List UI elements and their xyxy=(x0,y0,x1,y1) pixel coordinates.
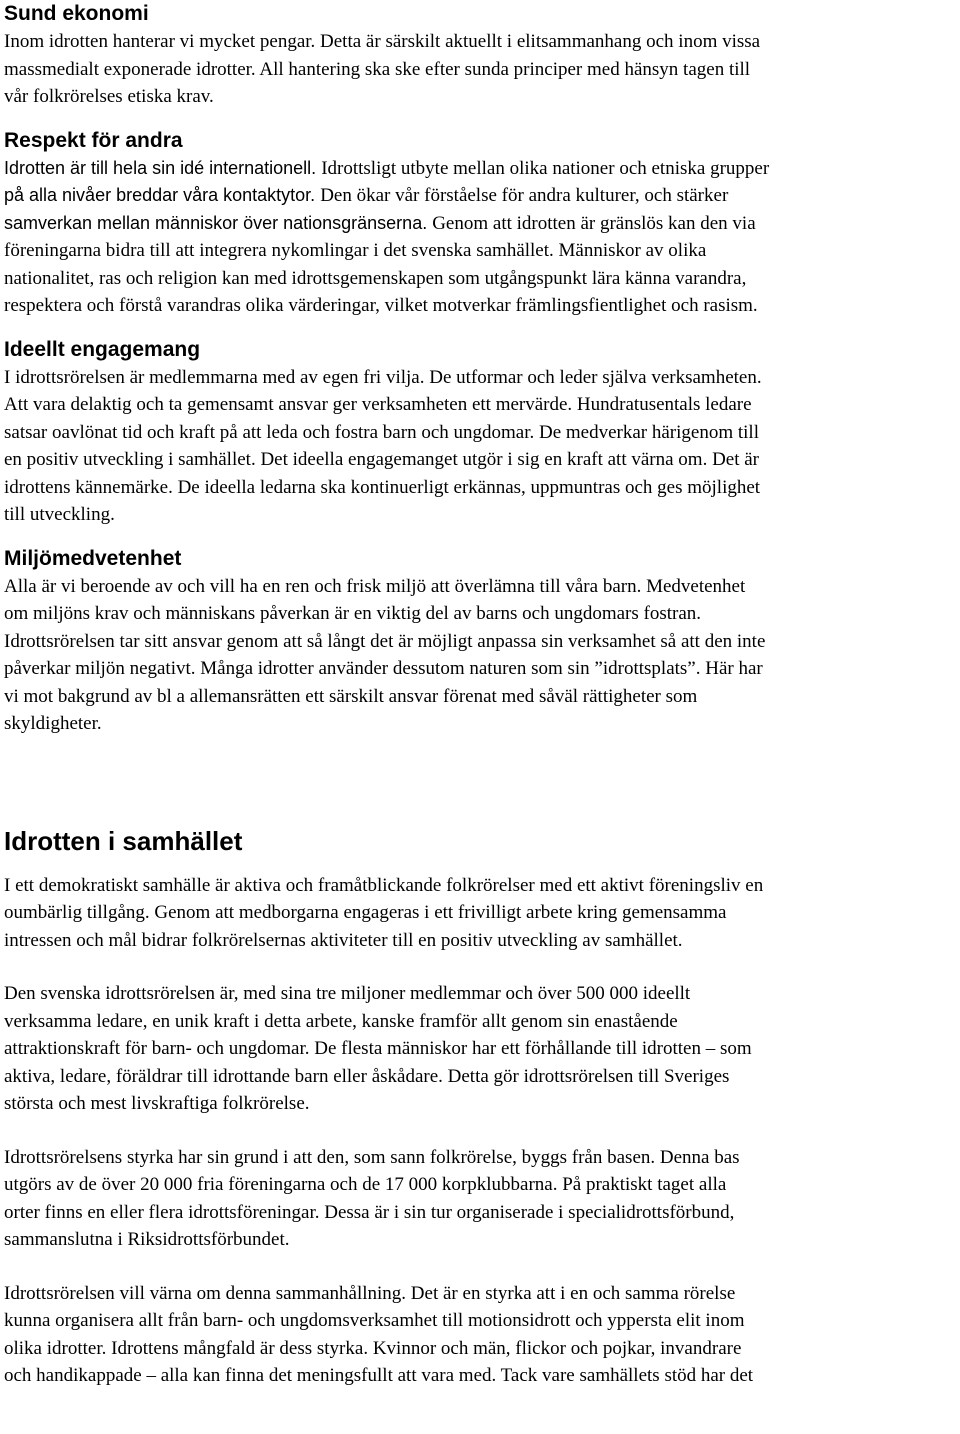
text-line: aktiva, ledare, föräldrar till idrottande barn eller åskådare. Detta gör idrottsrörelsen till Sveriges xyxy=(4,1065,730,1087)
text-line: oumbärlig tillgång. Genom att medborgarna engageras i ett frivilligt arbete kring gemensamma xyxy=(4,902,727,923)
text-line: olika idrotter. Idrottens mångfald är dess styrka. Kvinnor och män, flickor och pojkar, invandrare xyxy=(4,1337,742,1359)
text-line: satsar oavlönat tid och kraft på att leda och fostra barn och ungdomar. De medverkar härigenom till xyxy=(4,421,759,443)
text-span: på alla nivåer breddar våra kontaktytor. xyxy=(4,185,321,205)
text-line: Idrottsrörelsen tar sitt ansvar genom att så långt det är möjligt anpassa sin verksamhet så att den inte xyxy=(4,630,766,652)
text-line: till utveckling. xyxy=(4,504,115,525)
section-sund-ekonomi xyxy=(4,0,960,111)
text-span: Idrotten är till hela sin idé internationell. xyxy=(4,157,322,178)
section-heading: Ideellt engagemang xyxy=(4,337,201,361)
text-line xyxy=(4,182,960,210)
text-line: attraktionskraft för barn- och ungdomar. De flesta människor har ett förhållande till idrotten – som xyxy=(4,1038,752,1059)
text-line: Den svenska idrottsrörelsen är, med sina tre miljoner medlemmar och över 500 000 ideellt xyxy=(4,983,691,1004)
text-line: massmedialt exponerade idrotter. All hantering ska ske efter sunda principer med hänsyn tagen till xyxy=(4,58,751,80)
text-span: Människor av olika xyxy=(558,240,707,261)
paragraph xyxy=(4,872,960,955)
section-heading: Respekt för andra xyxy=(4,128,183,152)
section-respekt xyxy=(4,127,960,320)
chapter-heading: Idrotten i samhället xyxy=(4,825,243,856)
text-span: Idrottsligt utbyte mellan olika nationer och etniska grupper xyxy=(321,157,770,179)
section-body xyxy=(4,573,960,738)
section-body xyxy=(4,364,960,529)
text-line: påverkar miljön negativt. Många idrotter använder dessutom naturen som sin ”idrottsplats”. Här har xyxy=(4,658,763,679)
text-line: utgörs av de över 20 000 fria föreningarna och de 17 000 korpklubbarna. På praktiskt taget alla xyxy=(4,1174,727,1195)
text-span: Genom att idrotten är gränslös kan den via xyxy=(432,212,756,234)
section-miljo xyxy=(4,545,960,738)
text-line xyxy=(4,265,960,293)
text-span: föreningarna bidra till att integrera nykomlingar i det svenska samhället. xyxy=(4,240,559,261)
text-span: nationalitet, ras och religion kan med idrottsgemenskapen som utgångspunkt lära känna varandra, xyxy=(4,267,747,289)
text-line xyxy=(4,155,960,183)
text-line xyxy=(4,210,960,238)
text-line: och handikappade – alla kan finna det meningsfullt att vara med. Tack vare samhällets stöd har det xyxy=(4,1365,754,1386)
text-line: vår folkrörelses etiska krav. xyxy=(4,86,214,107)
text-line: I ett demokratiskt samhälle är aktiva och framåtblickande folkrörelser med ett aktivt föreningsliv en xyxy=(4,874,764,896)
text-line: I idrottsrörelsen är medlemmarna med av egen fri vilja. De utformar och leder själva verksamheten. xyxy=(4,366,762,388)
text-line: orter finns en eller flera idrottsföreningar. Dessa är i sin tur organiserade i specialidrottsförbund, xyxy=(4,1201,735,1223)
text-line: sammanslutna i Riksidrottsförbundet. xyxy=(4,1229,290,1250)
section-samhallet xyxy=(4,824,960,1390)
text-line: idrottens kännemärke. De ideella ledarna ska kontinuerligt erkännas, uppmuntras och ges möjlighet xyxy=(4,476,761,498)
section-body xyxy=(4,28,960,111)
section-ideellt xyxy=(4,336,960,529)
text-line: skyldigheter. xyxy=(4,713,102,734)
document-page xyxy=(4,0,960,1390)
text-line: Idrottsrörelsen vill värna om denna sammanhållning. Det är en styrka att i en och samma rörelse xyxy=(4,1282,736,1304)
text-span: Den ökar vår förståelse för andra kulturer, och stärker xyxy=(320,185,729,206)
text-line: största och mest livskraftiga folkrörelse. xyxy=(4,1093,310,1114)
text-line: verksamma ledare, en unik kraft i detta arbete, kanske framför allt genom sin enastående xyxy=(4,1010,678,1032)
paragraph xyxy=(4,1280,960,1390)
text-line xyxy=(4,292,960,320)
text-line: om miljöns krav och människans påverkan är en viktig del av barns och ungdomars fostran. xyxy=(4,603,702,624)
section-heading: Miljömedvetenhet xyxy=(4,546,182,570)
text-line: Idrottsrörelsens styrka har sin grund i att den, som sann folkrörelse, byggs från basen. Denna bas xyxy=(4,1146,740,1168)
section-body xyxy=(4,155,960,320)
paragraph xyxy=(4,980,960,1118)
text-line: intressen och mål bidrar folkrörelsernas aktiviteter till en positiv utveckling av samhället. xyxy=(4,929,683,951)
text-line: kunna organisera allt från barn- och ungdomsverksamhet till motionsidrott och yppersta elit inom xyxy=(4,1310,745,1331)
text-span: respektera och förstå varandras olika värderingar, vilket motverkar främlingsfientlighet och rasism. xyxy=(4,295,758,316)
text-line: vi mot bakgrund av bl a allemansrätten ett särskilt ansvar förenat med såväl rättigheter som xyxy=(4,685,698,707)
text-line: Alla är vi beroende av och vill ha en ren och frisk miljö att överlämna till våra barn. Medvetenhet xyxy=(4,575,746,597)
text-line: Att vara delaktig och ta gemensamt ansvar ger verksamheten ett mervärde. Hundratusentals ledare xyxy=(4,394,752,415)
section-heading: Sund ekonomi xyxy=(4,2,149,25)
text-line xyxy=(4,237,960,265)
text-line: en positiv utveckling i samhället. Det ideella engagemanget utgör i sig en kraft att värna om. Det är xyxy=(4,449,760,470)
paragraph xyxy=(4,1144,960,1254)
text-line: Inom idrotten hanterar vi mycket pengar. Detta är särskilt aktuellt i elitsammanhang och inom vissa xyxy=(4,31,761,52)
text-span: samverkan mellan människor över nationsgränserna. xyxy=(4,212,433,233)
